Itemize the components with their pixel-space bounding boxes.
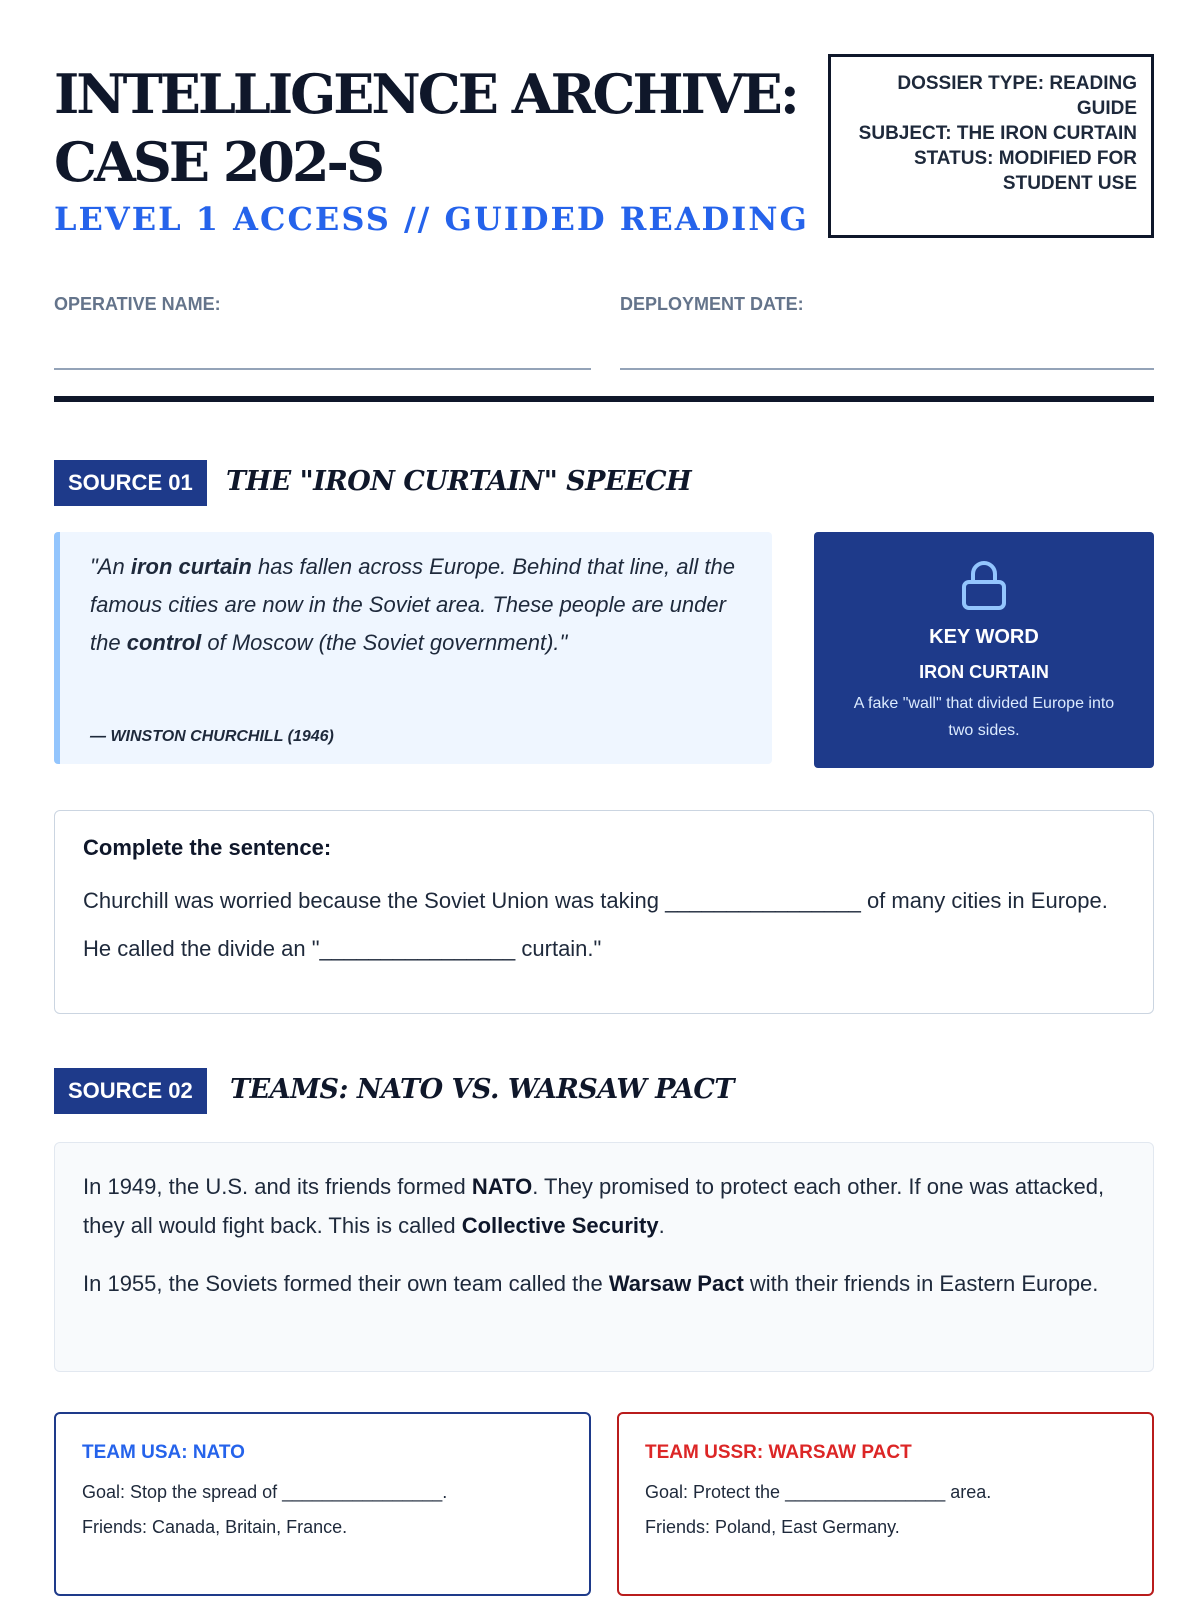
term-collective-security: Collective Security [461,1213,659,1238]
page-title [54,60,814,196]
title-line-1: INTELLIGENCE ARCHIVE: [54,62,797,126]
team-ussr-title: TEAM USSR: WARSAW PACT [645,1442,912,1463]
quote-term-control: control [126,630,202,655]
key-word-heading: KEY WORD [929,626,1039,648]
team-ussr-goal[interactable]: Goal: Protect the ________________ area. [645,1482,992,1502]
deployment-date-label: DEPLOYMENT DATE: [620,294,804,314]
churchill-quote [54,532,772,764]
term-nato: NATO [471,1174,533,1199]
source-02-text [54,1142,1154,1372]
source-01-tag: SOURCE 01 [54,460,207,506]
nato-paragraph: In 1949, the U.S. and its friends formed NATO. They promised to protect each other. If one was attacked, they all would fight back. This is called Collective Security. [83,1174,1105,1238]
operative-name-label: OPERATIVE NAME: [54,294,221,314]
team-usa-card [54,1412,591,1596]
team-ussr-card [617,1412,1154,1596]
team-usa-friends: Friends: Canada, Britain, France. [82,1517,348,1537]
warsaw-pact-paragraph: In 1955, the Soviets formed their own team called the Warsaw Pact with their friends in Eastern Europe. [83,1271,1099,1296]
deployment-date-field[interactable] [620,368,1154,370]
quote-text: "An iron curtain has fallen across Europe. Behind that line, all the famous cities are now in the Soviet area. These people are under the control of Moscow (the Soviet government)." [90,554,735,655]
term-warsaw-pact: Warsaw Pact [608,1271,744,1296]
source-02-tag: SOURCE 02 [54,1068,207,1114]
dossier-status: STATUS: MODIFIED FOR STUDENT USE [913,148,1137,194]
lock-icon [958,558,1010,617]
quote-term-iron-curtain: iron curtain [130,554,252,579]
sentence-completion-activity [54,810,1154,1014]
page-subtitle: LEVEL 1 ACCESS // GUIDED READING [54,200,809,238]
key-word-term: IRON CURTAIN [919,662,1049,682]
source-01-title: THE "IRON CURTAIN" SPEECH [226,466,692,497]
activity-heading: Complete the sentence: [83,835,332,860]
team-ussr-friends: Friends: Poland, East Germany. [645,1517,900,1537]
dossier-type: DOSSIER TYPE: READING GUIDE [897,73,1137,119]
dossier-subject: SUBJECT: THE IRON CURTAIN [858,123,1137,144]
dossier-info-box [828,54,1154,238]
key-word-card [814,532,1154,768]
section-divider [54,396,1154,402]
header [54,54,1154,244]
source-02-title: TEAMS: NATO VS. WARSAW PACT [230,1074,734,1105]
title-line-2: CASE 202-S [54,130,382,194]
team-usa-goal[interactable]: Goal: Stop the spread of ________________. [82,1482,448,1502]
key-word-definition: A fake "wall" that divided Europe into two sides. [853,695,1115,739]
quote-citation: — WINSTON CHURCHILL (1946) [90,728,334,745]
team-usa-title: TEAM USA: NATO [82,1442,245,1463]
operative-name-field[interactable] [54,368,591,370]
activity-sentence[interactable]: Churchill was worried because the Soviet Union was taking ________________ of many cities in Europe. He called the divide an "________________ curtain." [83,888,1108,961]
